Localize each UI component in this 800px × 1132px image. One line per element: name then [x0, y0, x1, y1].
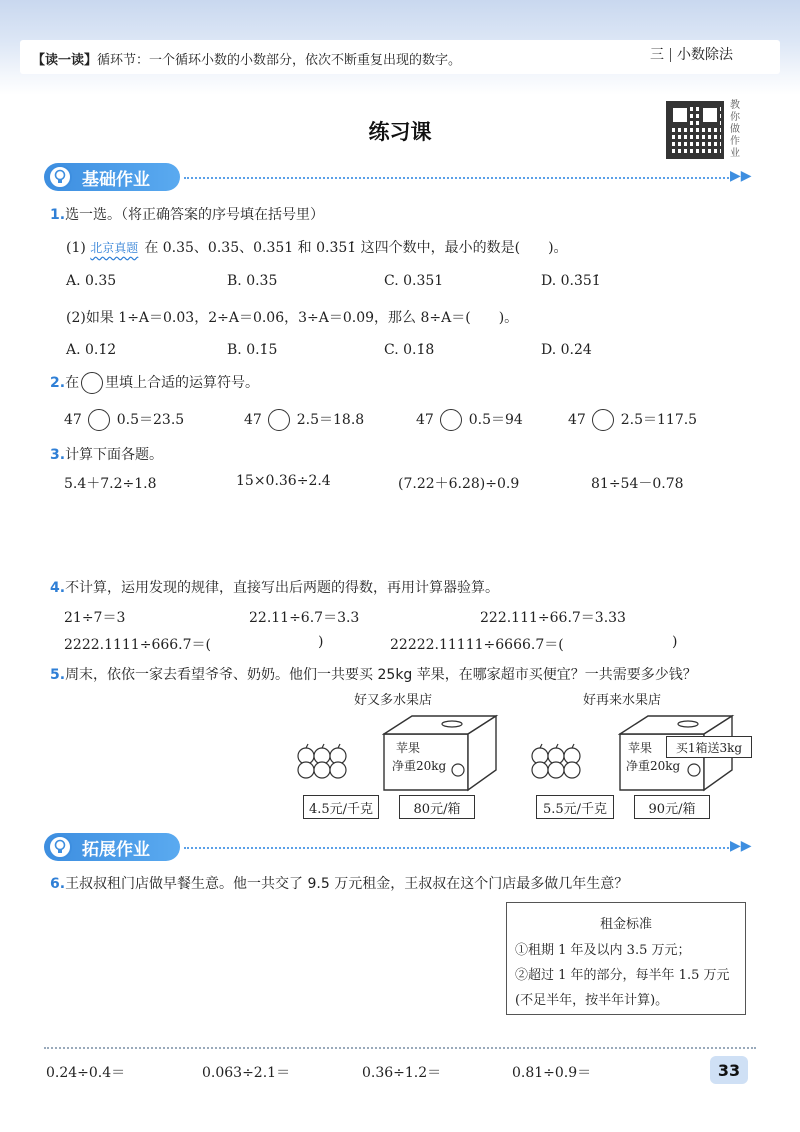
shop-name: 好再来水果店	[583, 693, 662, 708]
price-tag: 80元/箱	[399, 795, 475, 819]
question-number: 4.	[50, 580, 66, 596]
option-b: B. 0.3̇5̇	[227, 273, 278, 289]
question-3-heading	[50, 444, 163, 464]
answer-circle[interactable]	[440, 409, 462, 431]
qr-label: 教你做作业	[730, 100, 740, 159]
pattern-answer	[390, 634, 564, 654]
apples-icon	[294, 742, 356, 782]
box-label: 苹果	[628, 741, 653, 755]
oral-calc-item: 0.36÷1.2＝	[362, 1065, 442, 1081]
section-title-basic: 基础作业	[82, 169, 150, 190]
pattern-item: 21÷7＝3	[64, 610, 126, 626]
part-number: (1)	[66, 240, 86, 256]
answer-circle[interactable]	[88, 409, 110, 431]
box-weight: 净重20kg	[392, 759, 447, 773]
question-text: 计算下面各题。	[65, 447, 164, 463]
operator-item	[568, 409, 697, 431]
option-d: D. 0.2̇4̇	[541, 342, 592, 358]
option-a: A. 0.1̇2̇	[66, 342, 117, 358]
apples-icon	[528, 742, 590, 782]
chapter-title: 小数除法	[677, 47, 733, 63]
section-divider	[184, 847, 729, 849]
operand: 0.5＝23.5	[116, 412, 185, 428]
question-1-heading	[50, 204, 324, 224]
lightbulb-icon	[48, 835, 72, 859]
operand: 47	[64, 412, 82, 428]
operand: 2.5＝18.8	[296, 412, 365, 428]
arrow-right-icon: ▶▶	[730, 838, 752, 854]
price-tag: 5.5元/千克	[536, 795, 614, 819]
question-number: 3.	[50, 447, 66, 463]
section-title-extended: 拓展作业	[82, 839, 150, 860]
arrow-right-icon: ▶▶	[730, 168, 752, 184]
option-a: A. 0.35	[66, 273, 117, 289]
rent-rule: (不足半年，按半年计算)。	[515, 993, 669, 1008]
chapter-label	[650, 44, 733, 64]
box-label: 苹果	[396, 741, 421, 755]
rent-rule: ②超过 1 年的部分，每半年 1.5 万元	[515, 968, 730, 983]
reading-tip	[32, 49, 461, 68]
oral-calc-item: 0.063÷2.1＝	[202, 1065, 291, 1081]
question-text: 选一选。（将正确答案的序号填在括号里）	[65, 207, 325, 223]
operator-item	[244, 409, 364, 431]
blank-circle[interactable]	[81, 372, 103, 394]
question-4-heading	[50, 577, 499, 597]
pattern-text: 2222.1111÷666.7＝(	[64, 637, 211, 653]
qr-code-icon[interactable]	[666, 101, 724, 159]
answer-circle[interactable]	[268, 409, 290, 431]
page-title: 练习课	[368, 120, 432, 144]
question-text: 里填上合适的运算符号。	[105, 375, 260, 391]
section-divider	[184, 177, 729, 179]
calc-item: 15×0.36÷2.4	[236, 473, 331, 489]
question-text: 在	[65, 375, 80, 391]
oral-calc-item: 0.24÷0.4＝	[46, 1065, 126, 1081]
question-text: 王叔叔租门店做早餐生意。他一共交了 9.5 万元租金，王叔叔在这个门店最多做几年生意？	[65, 876, 629, 892]
option-d: D. 0.3̇51̇	[541, 273, 601, 289]
shop-name: 好又多水果店	[354, 693, 433, 708]
pattern-answer	[64, 634, 211, 654]
tip-label: 【读一读】	[32, 53, 98, 68]
calc-item: 5.4＋7.2÷1.8	[64, 476, 157, 492]
question-1-part-1	[66, 237, 568, 257]
question-number: 5.	[50, 667, 66, 683]
pattern-text: 22222.11111÷6666.7＝(	[390, 637, 564, 653]
question-text: 不计算，运用发现的规律，直接写出后两题的得数，再用计算器验算。	[65, 580, 500, 596]
operator-item	[64, 409, 184, 431]
option-c: C. 0.351	[384, 273, 444, 289]
tip-text: 循环节：一个循环小数的小数部分，依次不断重复出现的数字。	[97, 53, 462, 68]
operand: 47	[568, 412, 586, 428]
chapter-number: 三	[650, 47, 664, 63]
operand: 2.5＝117.5	[620, 412, 698, 428]
rent-box-title: 租金标准	[599, 917, 652, 932]
operand: 0.5＝94	[468, 412, 523, 428]
lightbulb-icon	[48, 165, 72, 189]
rent-rule: ①租期 1 年及以内 3.5 万元；	[515, 943, 691, 958]
question-number: 6.	[50, 876, 66, 892]
answer-paren: )	[318, 634, 324, 650]
rent-standard-box	[506, 902, 746, 1015]
option-c: C. 0.1̇8̇	[384, 342, 435, 358]
option-b: B. 0.1̇5̇	[227, 342, 278, 358]
promo-tag: 买1箱送3kg	[666, 736, 752, 758]
oral-calc-item: 0.81÷0.9＝	[512, 1065, 592, 1081]
price-tag: 4.5元/千克	[303, 795, 379, 819]
box-weight: 净重20kg	[626, 759, 681, 773]
question-text: 周末，依依一家去看望爷爷、奶奶。他们一共要买 25kg 苹果，在哪家超市买便宜？一共需要多少钱？	[65, 667, 697, 683]
question-5-heading	[50, 664, 697, 684]
question-number: 2.	[50, 375, 66, 391]
source-tag: 北京真题	[90, 241, 139, 255]
calc-item: (7.22＋6.28)÷0.9	[398, 476, 520, 492]
pattern-item: 222.111÷66.7＝3.33	[480, 610, 626, 626]
operand: 47	[416, 412, 434, 428]
question-6-heading	[50, 873, 628, 893]
question-number: 1.	[50, 207, 66, 223]
operator-item	[416, 409, 523, 431]
section-badge-basic	[44, 163, 180, 191]
footer-divider	[44, 1047, 756, 1049]
section-badge-extended	[44, 833, 180, 861]
operand: 47	[244, 412, 262, 428]
answer-circle[interactable]	[592, 409, 614, 431]
pattern-item: 22.11÷6.7＝3.3	[249, 610, 360, 626]
question-1-part-2: (2)如果 1÷A＝0.0̇3̇，2÷A＝0.0̇6̇，3÷A＝0.0̇9̇，那么 8÷A＝( )。	[66, 310, 519, 326]
page-number: 33	[710, 1056, 748, 1084]
question-2-heading	[50, 372, 259, 394]
price-tag: 90元/箱	[634, 795, 710, 819]
answer-paren: )	[672, 634, 678, 650]
calc-item: 81÷54－0.78	[591, 476, 684, 492]
part-stem: 在 0.35、0.35̇、0.351 和 0.3̇51̇ 这四个数中，最小的数是( )。	[144, 240, 568, 256]
